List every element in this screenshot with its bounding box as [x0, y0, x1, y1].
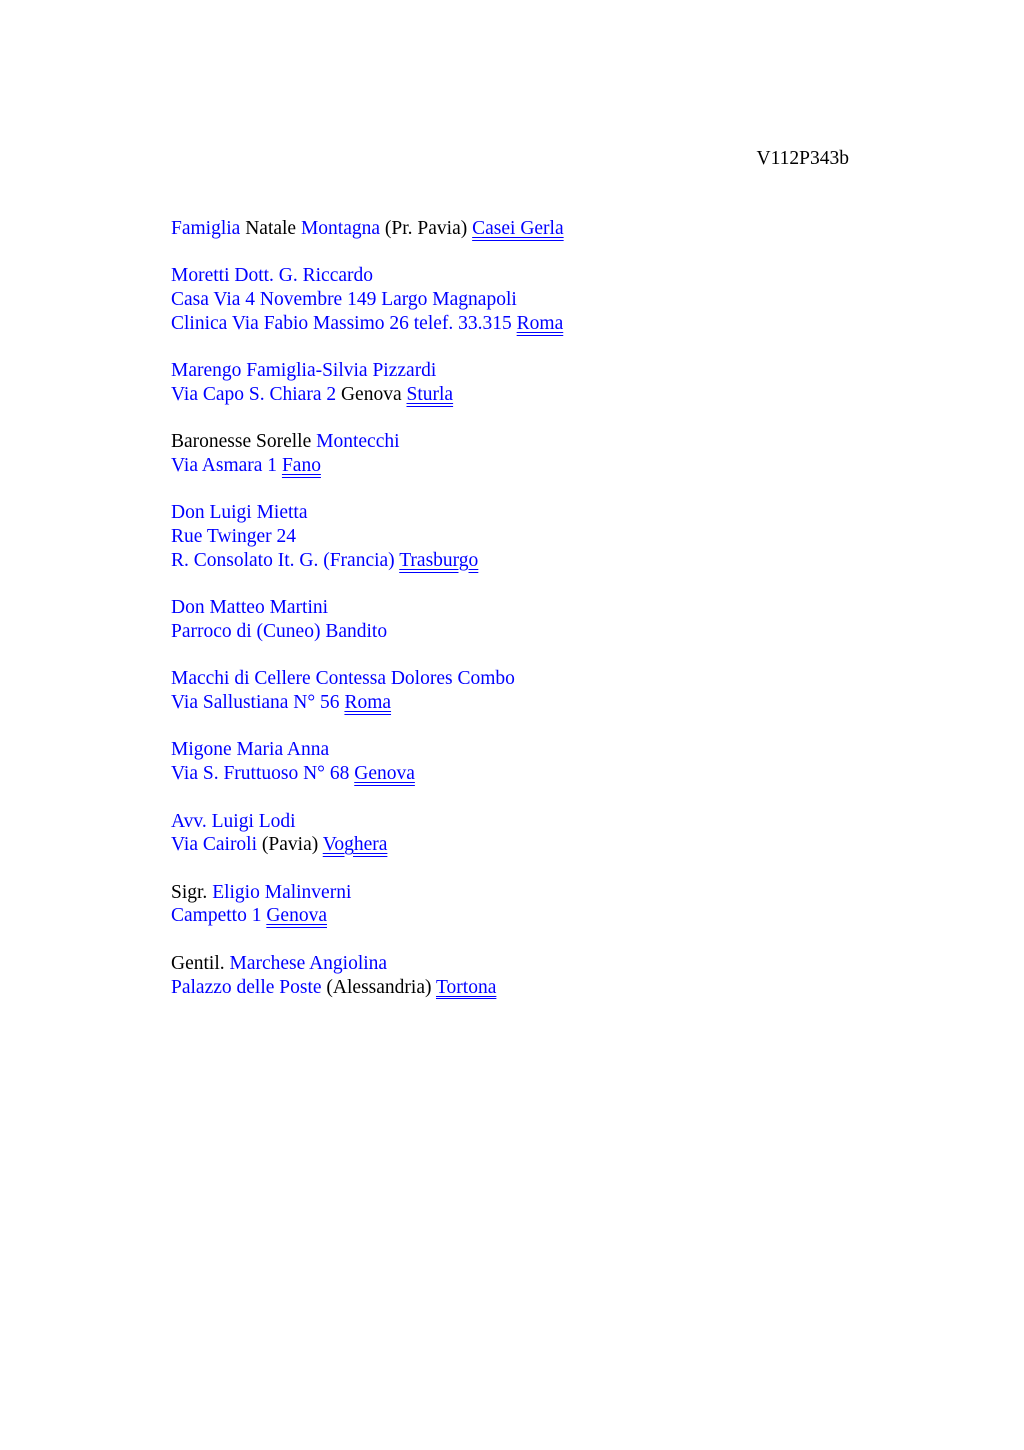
address-entry — [171, 738, 871, 786]
address-line — [171, 691, 871, 715]
address-line — [171, 264, 871, 288]
text-segment: Via Capo S. Chiara 2 — [171, 383, 337, 405]
text-segment: Via S. Fruttuoso N° 68 — [171, 763, 355, 785]
address-line — [171, 952, 871, 976]
text-segment: Don Luigi Mietta — [171, 502, 308, 524]
text-segment: (Pr. Pavia) — [380, 218, 473, 239]
address-line — [171, 501, 871, 525]
address-line — [171, 762, 871, 786]
text-segment: Gentil. — [171, 952, 230, 974]
text-segment: Genova — [336, 383, 407, 405]
address-line — [171, 904, 871, 928]
address-entry — [171, 264, 871, 335]
city-name: Trasburgo — [399, 549, 479, 571]
address-entry — [171, 810, 871, 858]
city-name: Genova — [354, 763, 415, 785]
address-line — [171, 549, 871, 573]
city-name: Tortona — [436, 976, 497, 998]
address-line — [171, 976, 871, 1000]
text-segment: Avv. Luigi Lodi — [171, 810, 296, 832]
address-line — [171, 288, 871, 312]
text-segment: Moretti Dott. G. Riccardo — [171, 265, 373, 287]
text-segment: Rue Twinger 24 — [171, 526, 297, 548]
address-entry — [171, 596, 871, 644]
address-line — [171, 596, 871, 620]
text-segment: Montecchi — [316, 431, 400, 453]
city-name: Fano — [281, 455, 321, 477]
text-segment: Don Matteo Martini — [171, 597, 329, 619]
city-name: Voghera — [322, 834, 388, 856]
text-segment: Marchese Angiolina — [229, 952, 388, 974]
text-segment: Eligio Malinverni — [212, 881, 352, 903]
address-entry — [171, 501, 871, 572]
address-line — [171, 217, 871, 241]
text-segment: Palazzo delle Poste — [171, 976, 322, 998]
address-list — [171, 217, 871, 1023]
address-line — [171, 312, 871, 336]
address-line — [171, 620, 871, 644]
address-line — [171, 454, 871, 478]
text-segment: Migone Maria Anna — [171, 739, 330, 761]
text-segment: Via Asmara 1 — [171, 455, 282, 477]
address-line — [171, 738, 871, 762]
address-entry — [171, 217, 871, 241]
city-name: Roma — [344, 692, 392, 714]
address-line — [171, 359, 871, 383]
address-entry — [171, 667, 871, 715]
city-name: Casei Gerla — [472, 218, 564, 239]
address-line — [171, 383, 871, 407]
city-name: Genova — [266, 905, 327, 927]
text-segment: (Alessandria) — [321, 976, 436, 998]
text-segment: Famiglia — [171, 218, 241, 239]
text-segment: Casa Via 4 Novembre 149 Largo Magnapoli — [171, 289, 517, 311]
text-segment: R. Consolato It. G. (Francia) — [171, 549, 400, 571]
address-line — [171, 833, 871, 857]
text-segment: Macchi di Cellere Contessa Dolores Combo — [171, 668, 515, 690]
text-segment: Campetto 1 — [171, 905, 267, 927]
text-segment: Via Cairoli — [171, 834, 258, 856]
city-name: Roma — [516, 312, 564, 334]
text-segment: Via Sallustiana N° 56 — [171, 692, 345, 714]
address-entry — [171, 359, 871, 407]
document-id: V112P343b — [756, 148, 849, 169]
text-segment: Sigr. — [171, 881, 213, 903]
address-line — [171, 667, 871, 691]
text-segment: Clinica Via Fabio Massimo 26 telef. 33.315 — [171, 312, 517, 334]
address-line — [171, 430, 871, 454]
text-segment: Natale — [245, 218, 297, 239]
text-segment: Parroco di (Cuneo) Bandito — [171, 621, 388, 643]
address-line — [171, 525, 871, 549]
text-segment: Baronesse Sorelle — [171, 431, 317, 453]
address-entry — [171, 881, 871, 929]
address-entry — [171, 952, 871, 1000]
address-entry — [171, 430, 871, 478]
address-line — [171, 810, 871, 834]
text-segment: Montagna — [300, 218, 381, 239]
text-segment: (Pavia) — [257, 834, 323, 856]
city-name: Sturla — [406, 383, 454, 405]
address-line — [171, 881, 871, 905]
text-segment: Marengo Famiglia-Silvia Pizzardi — [171, 360, 437, 382]
